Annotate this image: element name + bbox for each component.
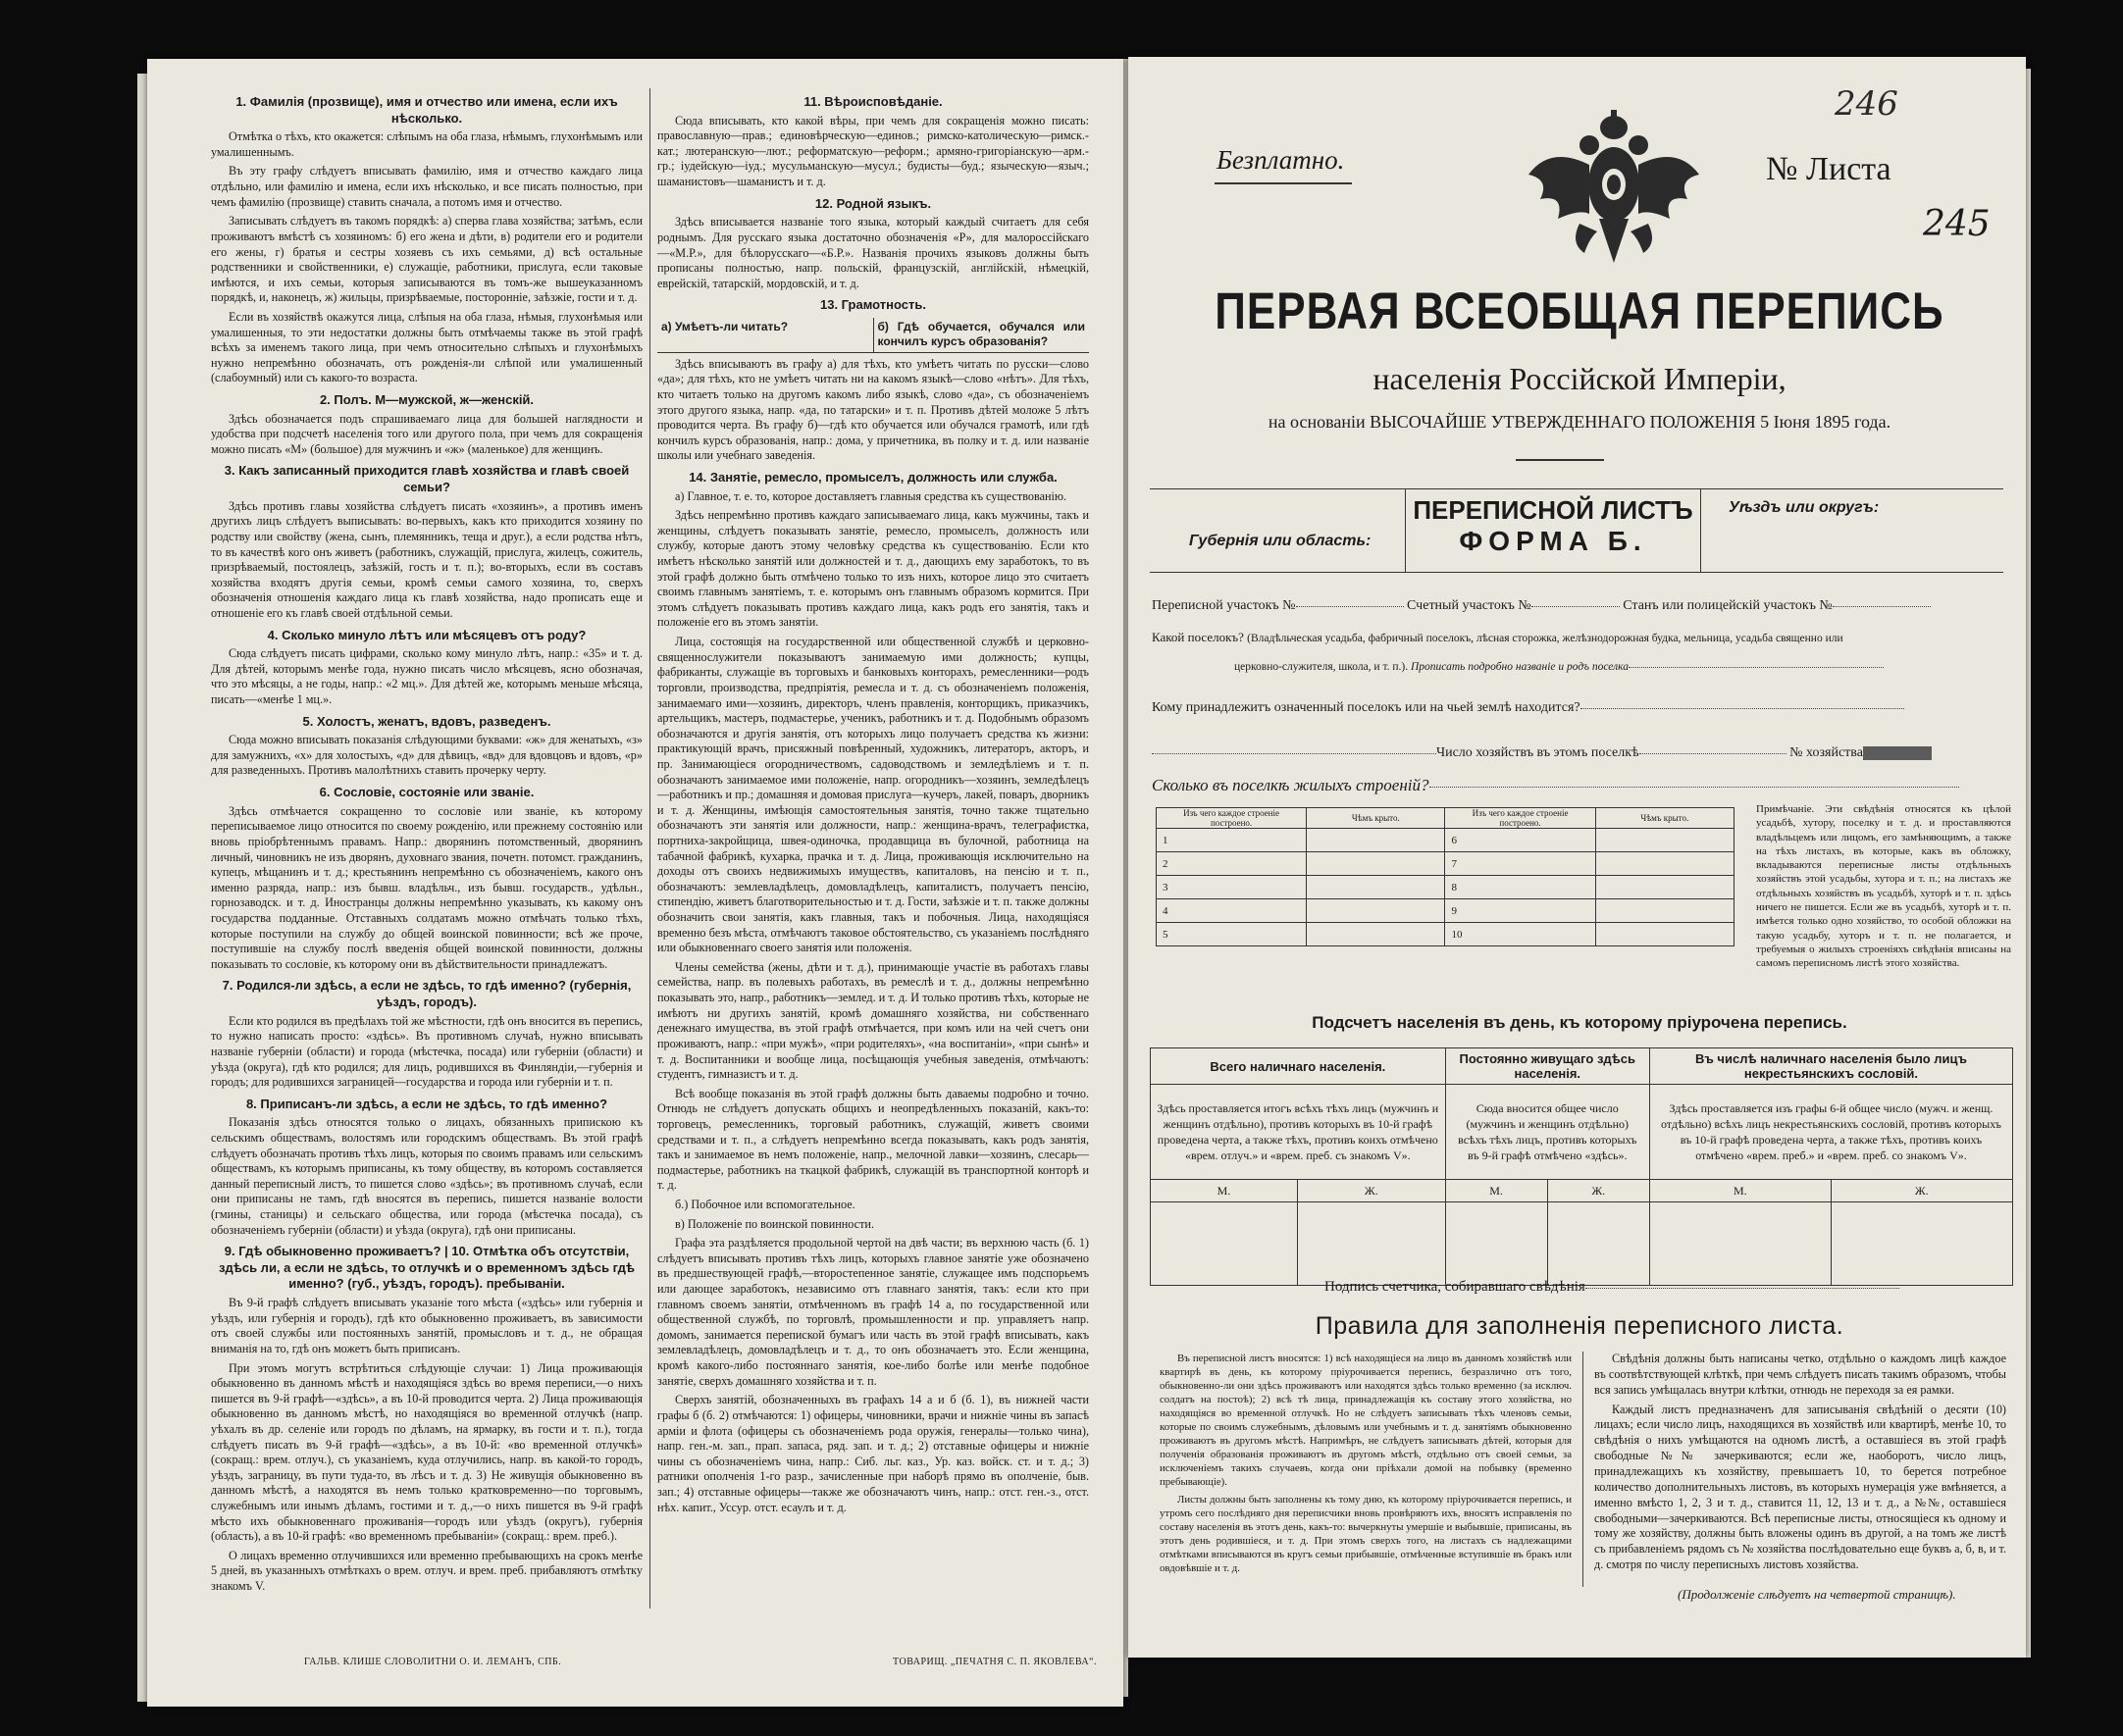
census-title: ПЕРВАЯ ВСЕОБЩАЯ ПЕРЕПИСЬ <box>1215 282 1944 340</box>
instruction-paragraph: Всѣ вообще показанія въ этой графѣ должны быть даваемы подробно и точно. Отнюдь не слѣдуетъ допускать общихъ и неопредѣленныхъ показаній, какъ-то: торговецъ, ремесленникъ, торговый работникъ, служащій, живетъ своими средствами и т. п., а слѣдуетъ непремѣнно всегда показывать, какъ родъ занятія, такъ и занимаемое въ немъ положеніе, напр., мелочной лавки—хозяинъ, слесарь—подмастерье, работникъ на ткацкой фабрикѣ, служащій въ транспортной конторѣ и т. д. <box>657 1086 1089 1193</box>
section-title: 7. Родился-ли здѣсь, а если не здѣсь, то гдѣ именно? (губернія, уѣздъ, городъ). <box>222 978 632 1010</box>
section-title: 6. Сословіе, состояніе или званіе. <box>319 785 535 800</box>
dwelling-roof-cell[interactable] <box>1595 876 1734 899</box>
section-title: 14. Занятіе, ремесло, промыселъ, должность или служба. <box>689 469 1058 485</box>
question: б) Гдѣ обучается, обучался или кончилъ курсъ образованія? <box>873 318 1090 352</box>
settlement-type-field-cont <box>1234 661 1884 673</box>
fill-dots <box>1585 1287 1899 1289</box>
instruction-paragraph: При этомъ могутъ встрѣтиться слѣдующіе случаи: 1) Лица проживающія обыкновенно въ данномъ мѣстѣ и находящіяся здѣсь во время переписи,—о нихъ пишется въ 9-й графѣ—«здѣсь», а въ 10-й проводится черта. 2) Лица проживающія обыкновенно въ данномъ мѣстѣ, но находящіяся во временной отлучкѣ (напр. уѣхалъ въ др. селеніе или городъ по дѣламъ, на ярмарку, въ гости и т. п.), тогда слѣдуетъ писать въ 9-й графѣ—«здѣсь», а въ 10-й: «во временной отлучкѣ» (сокращ.: врем. отлуч.), съ указаніемъ, куда отлучились, напр. въ какой-то городъ, уѣздъ, заграницу, въ пути туда-то, въ лѣсъ и т. д. 3) Не живущія обыкновенно въ данномъ мѣстѣ, а находятся въ немъ только кратковременно—по торговымъ, служебнымъ или инымъ дѣламъ, гостими и т. д.,—о нихъ пишется въ 9-й графѣ мѣсто ихъ обыкновеннаго проживанія—городъ или уѣздъ (округъ), губернія (область), а въ 10-й графѣ: «во временномъ пребываніи» (сокращ.: врем. преб.). <box>211 1360 643 1544</box>
instruction-paragraph: Лица, состоящія на государственной или общественной службѣ и церковно-священнослужители показываютъ занимаемую ими должность; купцы, фабриканты, служащіе въ торговыхъ и банковыхъ конторахъ, ремесленники—родъ торговли, производства, предпріятія, ремесла и т. д. съ обозначеніемъ положенія, занимаемаго ими—хозяинъ, директоръ, членъ правленія, конторщикъ, приказчикъ, артельщикъ, мастеръ, подмастерье, ученикъ, работникъ и т. д. Подобнымъ образомъ обозначаются и другія занятія, отъ которыхъ лицо получаетъ средства къ жизни: практикующій врачъ, присяжный повѣренный, художникъ, литераторъ, акторъ, и пр. Занимающіеся огородничествомъ, садоводствомъ и земледѣліемъ и т. п. обозначаютъ занимаемое ими положеніе, напр. огородникъ—хозяинъ, земледѣлецъ—работникъ и пр.; домашняя и домовая прислуга—кучеръ, лакей, поваръ, дворникъ и т. д. Женщины, имѣющія самостоятельныя занятія, точно также тщательно обозначаютъ эти занятія или должности, напр.: женщина-врачъ, телеграфистка, портниха-закройщица, швея-одиночка, продавщица въ булочной, работница на табачной фабрикѣ, кухарка, прачка и т. д. Лица, проживающія исключительно на доходы отъ своихъ недвижимыхъ имуществъ, капиталовъ, на пенсію и т. п., обозначаютъ: землевладѣлецъ, домовладѣлецъ, капиталистъ, получаетъ пенсію, стипендію, живетъ благотворительностью и т. д. Гости, заѣзжіе и т. п. также должны обозначить свои занятія, какъ главныя, такъ и побочныя. Лица, находящіяся временно безъ мѣста, отмѣчаютъ таковое обстоятельство, съ указаніемъ послѣдняго или обыкновеннаго своего занятія или положенія. <box>657 635 1090 955</box>
instruction-paragraph: Отмѣтка о тѣхъ, кто окажется: слѣпымъ на оба глаза, нѣмымъ, глухонѣмымъ или умалишеннымъ. <box>211 129 643 159</box>
fill-dots <box>1833 605 1931 607</box>
dwelling-number: 9 <box>1445 899 1595 923</box>
owner-question: Кому принадлежитъ означенный поселокъ или на чьей землѣ находится? <box>1152 700 1580 715</box>
handwritten-archive-number: 246 <box>1835 84 1898 124</box>
dwellings-col-roof: Чѣмъ крыто. <box>1307 808 1445 829</box>
population-count-table <box>1150 1047 2013 1286</box>
instruction-paragraph: б.) Побочное или вспомогательное. <box>675 1198 855 1211</box>
count-female-header: Ж. <box>1547 1180 1649 1202</box>
settlement-hint-3: Прописать подробно названіе и родъ поселка <box>1410 661 1629 673</box>
instruction-paragraph: Здѣсь обозначается подъ спрашиваемаго лица для большей наглядности и удобства при подсчетѣ населенія того или другого пола, при чемъ для сокращенія можно писать «М» (большое) для мужчинъ и «ж» (маленькое) для женщинъ. <box>211 411 643 456</box>
police-district-label: Станъ или полицейскій участокъ № <box>1623 598 1833 613</box>
section-title: 13. Грамотность. <box>820 297 926 313</box>
count-desc-non-peasant: Здѣсь проставляется изъ графы 6-й общее число (мужч. и женщ. отдѣльно) всѣхъ лицъ некрестьянскихъ сословій, противъ которыхъ въ 10-й графѣ проведена черта, а также тѣхъ, противъ коихъ отмѣчено «врем. преб.» и «врем. преб. со знакомъ V». <box>1649 1085 2012 1180</box>
household-number-label: № хозяйства <box>1789 745 1863 760</box>
section-title: 1. Фамилія (прозвище), имя и отчество или имена, если ихъ нѣсколько. <box>235 94 618 126</box>
section-title: 5. Холостъ, женатъ, вдовъ, разведенъ. <box>302 713 551 729</box>
count-header-present: Всего наличнаго населенія. <box>1151 1048 1446 1085</box>
dwelling-number: 4 <box>1157 899 1307 923</box>
settlement-hint-2: церковно-служителя, школа, и т. п.). <box>1234 661 1409 673</box>
fill-dots <box>1296 605 1404 607</box>
count-header-permanent: Постоянно живущаго здѣсь населенія. <box>1445 1048 1649 1085</box>
handwritten-sheet-number: 245 <box>1923 204 1991 244</box>
section-title: 11. Вѣроисповѣданіе. <box>803 94 943 109</box>
rules-column-a <box>1160 1352 1572 1580</box>
signature-label: Подпись счетчика, собиравшаго свѣдѣнія <box>1324 1279 1585 1295</box>
dwellings-note: Примѣчаніе. Эти свѣдѣнія относятся къ цѣлой усадьбѣ, хутору, поселку и т. д. и проставляются владѣльцемъ или лицомъ, его замѣняющимъ, а также на тѣхъ листахъ, въ которые, какъ въ обложку, вкладываются переписные листы отдѣльныхъ хозяйствъ этой усадьбы, хутора и т. п.; на листахъ же отдѣльныхъ хозяйствъ въ усадьбѣ, хуторѣ и т. п. здѣсь ничего не пишется. Если же въ усадьбѣ, хуторѣ и т. п. имѣется только одно хозяйство, то особой обложки на такую усадьбу, хуторъ и т. п. не полагается, и требуемыя о жилыхъ строеніяхъ свѣдѣнія вписаны на самомъ переписномъ листѣ этого хозяйства. <box>1756 803 2011 970</box>
dwelling-roof-cell[interactable] <box>1307 923 1445 946</box>
left-page <box>147 59 1123 1707</box>
count-male-header: М. <box>1649 1180 1831 1202</box>
instruction-paragraph: Если въ хозяйствѣ окажутся лица, слѣпыя на оба глаза, нѣмыя, глухонѣмыя или умалишенныя, то эти недостатки должны быть отмѣчаемы также въ этой графѣ всѣхъ за именемъ такого лица, при чемъ относительно слѣпыхъ и глухонѣмыхъ нужно непремѣнно обозначать, отъ рожденія-ли слѣпой или умалишенный (слабоумный) или съ какого-то возраста. <box>211 309 643 385</box>
instruction-paragraph: Здѣсь вписывается названіе того языка, который каждый считаетъ для себя роднымъ. Для русскаго языка достаточно обозначенія «Р», для малороссійскаго—«М.Р.», для бѣлорусскаго—«Б.Р.». Названія прочихъ языковъ должны быть прописаны полностью, напр. польскій, французскій, англійскій, нѣмецкій, еврейскій, татарскій, мордовскій, и т. д. <box>657 215 1089 290</box>
dwelling-roof-cell[interactable] <box>1307 852 1445 876</box>
households-field[interactable] <box>1152 745 1932 761</box>
dwelling-roof-cell[interactable] <box>1595 923 1734 946</box>
instruction-paragraph: Записывать слѣдуетъ въ такомъ порядкѣ: а) сперва глава хозяйства; затѣмъ, если проживаютъ вмѣстѣ съ хозяиномъ: б) его жена и дѣти, в) родители его и родители его жены, г) братья и сестры хозяевъ съ ихъ семьями, д) всѣ остальные родственники и свойственники, е) служащіе, работники, прислуга, если таковые имѣются, и ихъ семьи, которыя записываются въ томъ-же вышеуказанномъ порядкѣ, и, наконецъ, ж) жильцы, призрѣваемые, посторонніе, заѣзжіе, гости и т. д. <box>211 214 643 305</box>
printer-credit-right: ТОВАРИЩ. „ПЕЧАТНЯ С. П. ЯКОВЛЕВА“. <box>893 1657 1098 1667</box>
dwelling-number: 7 <box>1445 852 1595 876</box>
form-name: ФОРМА Б. <box>1459 526 1647 556</box>
instruction-paragraph: Сюда слѣдуетъ писать цифрами, сколько кому минуло лѣтъ, напр.: «35» и т. д. Для дѣтей, которымъ менѣе года, нужно писать число мѣсяцевъ, ясно обозначая, что это мѣсяцы, а не годы, напр.: «2 мц.». Для дѣтей же, которымъ меньше мѣсяца, писать—«менѣе 1 мц.». <box>211 646 643 707</box>
section-title: 4. Сколько минуло лѣтъ или мѣсяцевъ отъ роду? <box>267 627 587 642</box>
instruction-paragraph: в) Положеніе по воинской повинности. <box>675 1216 874 1231</box>
rules-column-b <box>1594 1352 2006 1577</box>
instruction-paragraph: О лицахъ временно отлучившихся или временно пребывающихъ на срокъ менѣе 5 дней, въ указанныхъ отмѣткахъ о врем. отлуч. и врем. преб. прибавляютъ отмѣтку знакомъ V. <box>211 1548 643 1594</box>
dwelling-number: 1 <box>1157 829 1307 852</box>
dwelling-roof-cell[interactable] <box>1307 899 1445 923</box>
dwellings-table <box>1156 807 1735 946</box>
district-label: Уѣздъ или округъ: <box>1729 499 1880 516</box>
instruction-paragraph: Если кто родился въ предѣлахъ той же мѣстности, гдѣ онъ вносится въ перепись, то нужно написать просто: «здѣсь». Въ противномъ случаѣ, нужно вписывать названіе губерніи (области) и города (мѣстечка, посада) или губерніи (области) и уѣзда (округа), гдѣ кто родился; для лицъ, родившихся въ Финляндіи,—губернія и городъ; для родившихся заграницей—государства и города или губерніи и т. п. <box>211 1013 643 1090</box>
settlement-hint: (Владѣльческая усадьба, фабричный поселокъ, лѣсная сторожка, желѣзнодорожная будка, мельница, усадьба священно или <box>1247 633 1843 644</box>
fill-dots <box>1531 605 1620 607</box>
counting-district-label: Счетный участокъ № <box>1407 598 1531 613</box>
dwelling-number: 2 <box>1157 852 1307 876</box>
form-title-block <box>1405 489 1701 572</box>
redaction-mark <box>1863 746 1932 760</box>
count-header-non-peasant: Въ числѣ наличнаго населенія было лицъ некрестьянскихъ сословій. <box>1649 1048 2012 1085</box>
count-desc-present: Здѣсь проставляется итогъ всѣхъ тѣхъ лицъ (мужчинъ и женщинъ отдѣльно), противъ которыхъ въ 10-й графѣ проведена черта, а также тѣхъ, противъ коихъ отмѣчено «врем. отлуч.» и «врем. преб. съ знакомъ V». <box>1151 1085 1446 1180</box>
instruction-paragraph: Въ 9-й графѣ слѣдуетъ вписывать указаніе того мѣста («здѣсь» или губернія и уѣздъ, или губернія и городъ), гдѣ кто обыкновенно проживаетъ, въ зависимости отъ своей службы или постоянныхъ занятій, промысловъ и т. д., не обращая вниманія на то, гдѣ онъ можетъ быть приписанъ. <box>211 1296 643 1355</box>
instruction-paragraph: Здѣсь непремѣнно противъ каждаго записываемаго лица, какъ мужчины, такъ и женщины, слѣдуетъ показывать занятіе, ремесло, промыселъ, должность или службу, которые даютъ этому человѣку средства къ существованію. Если кто имѣетъ нѣсколько занятій или должностей и т. д., дающихъ ему заработокъ, то въ этой графѣ должно быть отмѣчено только то изъ нихъ, которое лицо это считаетъ своимъ главнымъ занятіемъ, т. е. которымъ онъ главнымъ образомъ кормится. При этомъ слѣдуетъ показывать противъ каждаго лица, какъ родъ его занятія, такъ и положеніе его въ этомъ занятіи. <box>657 508 1089 630</box>
dwelling-row <box>1157 899 1735 923</box>
form-title: ПЕРЕПИСНОЙ ЛИСТЪ <box>1413 495 1693 525</box>
dwelling-row <box>1157 923 1735 946</box>
dwelling-row <box>1157 876 1735 899</box>
dwelling-number: 5 <box>1157 923 1307 946</box>
count-male-header: М. <box>1151 1180 1298 1202</box>
settlement-type-field[interactable] <box>1152 630 1843 645</box>
count-female-header: Ж. <box>1298 1180 1446 1202</box>
dwelling-number: 8 <box>1445 876 1595 899</box>
instruction-paragraph: Графа эта раздѣляется продольной чертой на двѣ части; въ верхнюю часть (б. 1) слѣдуетъ вписывать противъ тѣхъ лицъ, которыхъ главное занятіе уже обозначено въ предшествующей графѣ,—второстепенное занятіе, служащее имъ подспорьемъ или дающее заработокъ, независимо отъ главнаго занятія, такъ: если кто при главномъ своемъ занятіи, отмѣченномъ въ графѣ 14 а, по государственной или общественной службѣ, по торговлѣ, промышленности и пр. управляетъ напр. домомъ, занимается перепиской бумагъ или часть въ этой графѣ вписывать, какъ землевладѣлецъ, домовладѣлецъ и т. д., то онъ обозначаетъ это. Если женщина, кромѣ какого-либо постояннаго занятія, кое-либо болѣе или менѣе подобное занятіе, сверхъ домашняго хозяйства и т. п. <box>657 1236 1089 1388</box>
census-district-field[interactable] <box>1152 598 1931 614</box>
dwelling-roof-cell[interactable] <box>1595 829 1734 852</box>
dwellings-rows <box>1157 829 1735 946</box>
households-question: Число хозяйствъ въ этомъ поселкѣ <box>1436 745 1639 760</box>
dwelling-roof-cell[interactable] <box>1307 876 1445 899</box>
free-label-underline <box>1215 182 1352 184</box>
settlement-question: Какой поселокъ? <box>1152 630 1244 644</box>
census-subtitle: населенія Россійской Имперіи, <box>1372 361 1786 396</box>
continued-note: (Продолженіе слѣдуетъ на четвертой страницѣ). <box>1678 1587 1956 1602</box>
left-column-a <box>211 88 643 1599</box>
dwelling-roof-cell[interactable] <box>1307 829 1445 852</box>
dwelling-number: 10 <box>1445 923 1595 946</box>
imperial-eagle-emblem-icon <box>1521 106 1707 273</box>
dwellings-question: Сколько въ поселкѣ жилыхъ строеній? <box>1152 776 1429 794</box>
fill-dots <box>1429 786 1959 788</box>
count-entry-cell[interactable] <box>1649 1202 1831 1286</box>
dwellings-col-material: Изъ чего каждое строеніе построено. <box>1157 808 1307 829</box>
section-title: 2. Полъ. М—мужской, ж—женскій. <box>319 392 535 407</box>
fill-dots <box>1580 707 1904 709</box>
section-title: 3. Какъ записанный приходится главѣ хозяйства и главѣ своей семьи? <box>224 463 630 495</box>
count-desc-permanent: Сюда вносится общее число (мужчинъ и женщинъ отдѣльно) всѣхъ тѣхъ лицъ, противъ которыхъ въ 9-й графѣ отмѣчено «здѣсь». <box>1445 1085 1649 1180</box>
dwelling-roof-cell[interactable] <box>1595 852 1734 876</box>
rules-divider <box>1582 1352 1583 1587</box>
printer-credit-left: ГАЛЬВ. КЛИШЕ СЛОВОЛИТНИ О. И. ЛЕМАНЪ, СПБ. <box>304 1657 562 1667</box>
rule-paragraph: Каждый листъ предназначенъ для записыванія свѣдѣній о десяти (10) лицахъ; если число лицъ, находящихся въ хозяйствѣ или квартирѣ, менѣе 10, то свѣдѣнія о нихъ умѣщаются на одномъ листѣ, а оставшіеся въ этой графѣ свободные №№ зачеркиваются; если же, наоборотъ, число лицъ, принадлежащихъ къ хозяйству, превышаетъ 10, то берется потребное количество дополнительныхъ листовъ, въ которыхъ нумерація уже вмѣняется, а именно вмѣсто 1, 2, 3 и т. д., ставится 11, 12, 13 и т. д., а №№, оставшіеся свободными—зачеркиваются. Всѣ переписные листы, относящіеся къ одному и тому же хозяйству, должны быть вложены одинъ въ другой, а на томъ же листѣ съ прибавленіемъ рядомъ съ № хозяйства послѣдовательно еще буквъ а, б, в, и т. д. смотря по числу переписныхъ листовъ хозяйства. <box>1594 1402 2006 1572</box>
count-entry-cell[interactable] <box>1298 1202 1446 1286</box>
owner-field[interactable] <box>1152 700 1904 716</box>
instruction-paragraph: Сверхъ занятій, обозначенныхъ въ графахъ 14 а и б (б. 1), въ нижней части графы б (б. 2) отмѣчаются: 1) офицеры, чиновники, врачи и нижніе чины въ запасѣ арміи и флота (офицеры съ обозначеніемъ рода оружія, генералы—только чина), напр. ген.-м. зап., прап. запаса, ряд. зап. и т. д.; 2) отставные офицеры и нижніе чины съ обозначеніемъ чина, напр.: Сиб. льг. каз., Ур. каз. войск. ст. и т. д.; 3) ратники ополченія 1-го разр., зачисленные при наборѣ прямо въ ополченіе, быв. зап.; 4) отставные офицеры—также же обозначаютъ чинъ, напр.: отст. ген.-з., отст. нѣх. капит., Уссур. отст. есаулъ и т. д. <box>657 1393 1089 1514</box>
question: а) Умѣетъ-ли читать? <box>661 319 789 333</box>
section-title: 9. Гдѣ обыкновенно проживаетъ? | 10. Отмѣтка объ отсутствіи, здѣсь ли, а если не здѣсь, то отлучкѣ и о временномъ здѣсь гдѣ именно? (губ., уѣздъ, городъ). пребываніи. <box>219 1244 635 1292</box>
count-entry-cell[interactable] <box>1445 1202 1547 1286</box>
instruction-paragraph: Здѣсь противъ главы хозяйства слѣдуетъ писать «хозяинъ», а противъ именъ другихъ лицъ слѣдуетъ выписывать: во-первыхъ, какъ кто приходится хозяину по родству или свойству (жена, сынъ, племянникъ, теща и друг.), а если родства нѣтъ, то въ качествѣ кого онъ живетъ (работникъ, служащій, прислуга, жилецъ, сожитель, призрѣваемый, постоялецъ, заѣзжій, гость и т. п.); во-вторыхъ, если въ составъ хозяйства входятъ другія семьи, кромѣ семьи самого хозяина, то, сверхъ обозначенія отношенія каждаго лица къ главѣ хозяйства, надо прописать еще и отношеніе его къ главѣ своей отдѣльной семьи. <box>211 498 643 620</box>
column-divider <box>649 88 650 1608</box>
sheet-number-label: № Листа <box>1766 151 1891 187</box>
title-rule <box>1516 459 1604 461</box>
fill-dots <box>1629 666 1884 668</box>
instruction-paragraph: Здѣсь отмѣчается сокращенно то сословіе или званіе, къ которому переписываемое лицо относится по своему рожденію, или прежнему состоянію или вновь пріобрѣтеннымъ правамъ. Напр.: дворянинъ потомственный, дворянинъ личный, чиновникъ не изъ дворянъ, духовнаго звания, почетн. потомст. гражданинъ, купецъ, мѣщанинъ и т. д.; крестьянинъ непремѣнно съ обозначеніемъ, какого онъ именно разряда, напр.: изъ бывш. владѣльч., изъ бывш. государств., удѣльн., горнозаводск. и т. д. Иностранцы должны непремѣнно указывать, къ какому онъ государства подданные. Отставныхъ солдатамъ можно отмѣчать только тѣхъ, которые поступили на службу до общей воинской повинности; всѣ же проче, поступившіе на службу послѣ введенія общей воинской повинности, должны показывать то сословіе, къ которому они въ дѣйствительности принадлежатъ. <box>211 803 643 971</box>
dwellings-field[interactable] <box>1152 776 1959 795</box>
right-page <box>1128 57 2026 1658</box>
population-count-title: Подсчетъ населенія въ день, къ которому пріурочена перепись. <box>1312 1013 1847 1032</box>
rule-paragraph: Свѣдѣнія должны быть написаны четко, отдѣльно о каждомъ лицѣ каждое въ соотвѣтствующей клѣткѣ, при чемъ слѣдуетъ писать такимъ образомъ, чтобы вся запись умѣщалась внутри клѣтки, отнюдь не переходя за ея рамки. <box>1594 1352 2006 1397</box>
instruction-paragraph: Сюда можно вписывать показанія слѣдующими буквами: «ж» для женатыхъ, «з» для замужнихъ, «х» для холостыхъ, «д» для дѣвицъ, «вд» для вдовцовъ и вдовъ, «р» для разведенныхъ. Противъ малолѣтнихъ ставить прочерку черту. <box>211 733 643 778</box>
section-title: 8. Приписанъ-ли здѣсь, а если не здѣсь, то гдѣ именно? <box>245 1096 608 1111</box>
dwelling-number: 6 <box>1445 829 1595 852</box>
left-column-b <box>657 88 1089 1519</box>
dwelling-row <box>1157 852 1735 876</box>
count-entry-cell[interactable] <box>1547 1202 1649 1286</box>
instruction-paragraph: Сюда вписывать, кто какой вѣры, при чемъ для сокращенія можно писать: православную—прав.; единовѣрческую—единов.; римско-католическую—римск.-кат.; лютеранскую—лют.; реформатскую—реформ.; армяно-григоріанскую—арм.-гр.; іудейскую—іуд.; мусульманскую—мусул.; будисты—буд.; языческую—языч.; шаманистовъ—шаманистъ и т. д. <box>657 113 1089 189</box>
question-pair <box>657 318 1089 353</box>
rules-title: Правила для заполненія переписного листа. <box>1315 1312 1844 1340</box>
section-title: 12. Родной языкъ. <box>814 195 932 211</box>
census-district-label: Переписной участокъ № <box>1152 598 1296 613</box>
form-header-box <box>1150 488 2003 573</box>
enumerator-signature-field[interactable] <box>1324 1279 1899 1296</box>
instruction-paragraph: Показанія здѣсь относятся только о лицахъ, обязанныхъ припискою къ сельскимъ обществамъ, волостямъ или городскимъ обществамъ. Въ этой графѣ слѣдуетъ обозначать противъ тѣхъ лицъ, которыя по своимъ правамъ или сельскимъ обществамъ, къ которымъ приписаны, къ тому обществу, въ которомъ составляется данный переписный листъ, то пишется слово «здѣсь»; въ противномъ случаѣ, если они приписаны не тамъ, гдѣ вносятся въ перепись, пишется названіе волости (гмины, станицы) и сельскаго общества, или города (мѣстечка посада), съ обозначеніемъ губерніи (области) и уѣзда (округа), гдѣ они приписаны. <box>211 1115 643 1237</box>
legal-basis: на основаніи ВЫСОЧАЙШЕ УТВЕРЖДЕННАГО ПОЛОЖЕНІЯ 5 Іюня 1895 года. <box>1268 412 1891 432</box>
instruction-paragraph: а) Главное, т. е. то, которое доставляетъ главныя средства къ существованію. <box>675 488 1067 503</box>
instruction-paragraph: Въ эту графу слѣдуетъ вписывать фамилію, имя и отчество каждаго лица отдѣльно, или фамилію и имена, если ихъ нѣсколько, и все писать полностью, при чемъ фамилію (прозвище) ставить сначала, а потомъ имя и отчество. <box>211 164 643 209</box>
instruction-paragraph: Члены семейства (жены, дѣти и т. д.), принимающіе участіе въ работахъ главы семейства, напр. въ полевыхъ работахъ, въ ремеслѣ и т. д., должны непремѣнно показывать это, напр., работникъ—землед. и т. д. И только противъ тѣхъ, которые не имѣютъ ни другихъ занятій, кромѣ домашняго хозяйства, ни собственнаго денежнаго имущества, въ этой графѣ отмѣчается, при комъ или на чей счетъ они проживаютъ, напр.: «при мужѣ», «при родителяхъ», «на воспитаніи», «при сынѣ» и т. д. Воспитанники и вообще лица, посѣщающія учебныя заведенія, отмѣчаютъ: студентъ, гимназистъ и т. д. <box>657 959 1089 1082</box>
rule-paragraph: Въ переписной листъ вносятся: 1) всѣ находящіеся на лицо въ данномъ хозяйствѣ или квартирѣ въ день, къ которому пріурочивается перепись, безразлично отъ того, обыкновенно-ли они здѣсь проживаютъ или находятся здѣсь только временно (за исключ. солдатъ на постоѣ); 2) всѣ тѣ лица, принадлежащія къ составу этого хозяйства, но находящіяся во временной отлучкѣ. Но не слѣдуетъ записывать тѣхъ членовъ семьи, которые по своимъ служебнымъ, дѣловымъ или учебнымъ и т. д. занятіямъ обыкновенно проживаютъ въ другомъ мѣстѣ. Напримѣръ, не слѣдуетъ записывать дѣтей, которыя для полученія образованія проживаютъ въ другомъ мѣстѣ, отдѣльно отъ своей семьи, за исключеніемъ такихъ случаевъ, когда они пріѣхали домой на побывку (временно пребывающіе). <box>1160 1353 1572 1489</box>
dwellings-col-roof-2: Чѣмъ крыто. <box>1595 808 1734 829</box>
free-label: Безплатно. <box>1217 145 1345 175</box>
count-female-header: Ж. <box>1831 1180 2012 1202</box>
province-label: Губернія или область: <box>1189 533 1372 549</box>
count-male-header: М. <box>1445 1180 1547 1202</box>
instruction-paragraph: Здѣсь вписываютъ въ графу а) для тѣхъ, кто умѣетъ читать по русски—слово «да»; для тѣхъ, кто не умѣетъ читать ни на какомъ языкѣ—слово «нѣтъ». Для тѣхъ, кто читаетъ только на другомъ какомъ либо языкѣ, слово «да», съ обозначеніемъ этого другого языка, напр. «да, по татарски» и т. п. Противъ дѣтей моложе 5 лѣтъ проводится черта. Въ графу б)—гдѣ кто обучается или обучался грамотѣ, или гдѣ кончилъ курсъ образованія, напр.: дома, у причетника, въ полку и т. д. или названіе школы или учебнаго заведенія. <box>657 356 1089 463</box>
dwelling-roof-cell[interactable] <box>1595 899 1734 923</box>
fill-dots <box>1639 752 1786 754</box>
rule-paragraph: Листы должны быть заполнены къ тому дню, къ которому пріурочивается перепись, и утромъ сего послѣдняго дня переписчики вновь провѣряютъ ихъ, вносятъ исправленія по составу населенія въ этотъ день, какъ-то: вычеркнуты умершіе и выбывшіе, приписаны, въ этотъ день родившіеся, и т. д. При этомъ сверхъ того, на листахъ съ надлежащими отмѣтками вписываются въ кругъ семьи прибывшіе, отмѣченные вступившіе въ бракъ или овдовѣвшіе и т. д. <box>1160 1494 1572 1575</box>
dwelling-number: 3 <box>1157 876 1307 899</box>
dwellings-col-material-2: Изъ чего каждое строеніе построено. <box>1445 808 1595 829</box>
dwelling-row <box>1157 829 1735 852</box>
count-entry-cell[interactable] <box>1151 1202 1298 1286</box>
fill-dots <box>1152 752 1436 754</box>
count-entry-cell[interactable] <box>1831 1202 2012 1286</box>
